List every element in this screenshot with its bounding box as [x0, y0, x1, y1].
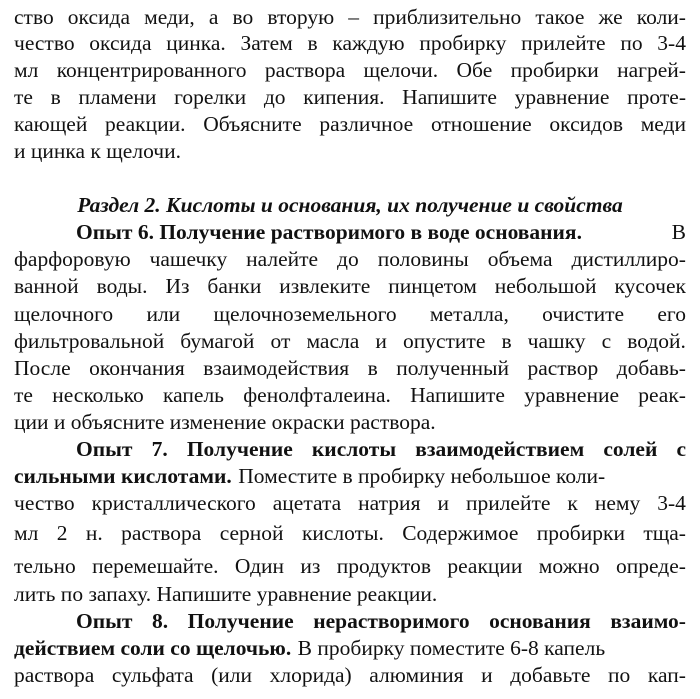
- experiment-7-title-part2: сильными кислотами.: [14, 464, 232, 488]
- text-line: [14, 662, 686, 688]
- word: Напишите: [402, 85, 497, 109]
- word: прилейте: [521, 31, 606, 55]
- text-line: [14, 246, 686, 272]
- word: до: [263, 85, 286, 109]
- word: цинка.: [166, 31, 226, 55]
- word: и: [375, 329, 387, 353]
- word: коли-: [636, 5, 686, 29]
- word: очистите: [542, 302, 625, 326]
- word: дистиллиро-: [571, 247, 686, 271]
- word: половины: [377, 247, 469, 271]
- word: в: [50, 85, 61, 109]
- word: взаимодействия: [203, 356, 350, 380]
- experiment-8-title-part1: [76, 608, 686, 634]
- word: чашку: [527, 329, 586, 353]
- word: меди: [640, 112, 686, 136]
- word: в: [501, 329, 512, 353]
- word: можно: [538, 554, 600, 578]
- word: Содержимое: [402, 521, 519, 545]
- line-text: [14, 30, 686, 56]
- word: щелочного: [14, 302, 114, 326]
- word: пробирку: [419, 31, 507, 55]
- word: Затем: [240, 31, 293, 55]
- word: кипения.: [303, 85, 385, 109]
- word: раствора: [14, 663, 95, 687]
- word: уравнение: [514, 85, 610, 109]
- word: бумагой: [180, 329, 255, 353]
- word: из: [300, 554, 321, 578]
- word: мл: [14, 521, 39, 545]
- word: взаимо-: [610, 609, 686, 633]
- word: нерастворимого: [313, 609, 470, 633]
- word: или: [146, 302, 181, 326]
- text-line: [14, 30, 686, 56]
- text-line: [14, 520, 686, 546]
- word: Получение: [187, 609, 294, 633]
- word: чество: [14, 31, 75, 55]
- word: его: [657, 302, 686, 326]
- word: горелки: [174, 85, 247, 109]
- word: оксидов: [549, 112, 623, 136]
- text-line: [14, 4, 686, 30]
- word: металла,: [429, 302, 509, 326]
- line-text: В: [671, 220, 686, 244]
- word: к: [567, 491, 578, 515]
- word: пробирки: [510, 58, 599, 82]
- line-text: и цинка к щелочи.: [14, 139, 181, 163]
- text-line: [14, 57, 686, 83]
- word: Один: [234, 554, 285, 578]
- word: фарфоровую: [14, 247, 131, 271]
- word: налейте: [246, 247, 319, 271]
- word: водой.: [627, 329, 686, 353]
- word: несколько: [52, 383, 144, 407]
- word: кап-: [647, 663, 686, 687]
- word: те: [14, 383, 33, 407]
- word: кающей: [14, 112, 88, 136]
- experiment-7-title-part1: [76, 436, 686, 462]
- text-line: [14, 409, 686, 435]
- word: ство: [14, 5, 54, 29]
- word: опустите: [402, 329, 486, 353]
- word: взаимодействием: [415, 437, 585, 461]
- word: 8.: [152, 609, 169, 633]
- word: тельно: [14, 554, 76, 578]
- word: а: [208, 5, 219, 29]
- word: 3-4: [657, 31, 686, 55]
- word: Опыт: [76, 609, 133, 633]
- line-text: [14, 57, 686, 83]
- word: серной: [219, 521, 284, 545]
- word: 3-4: [657, 491, 686, 515]
- word: вторую: [267, 5, 335, 29]
- word: алюминия: [369, 663, 464, 687]
- line-text: [14, 111, 686, 137]
- word: кусочек: [614, 274, 686, 298]
- word: пинцетом: [388, 274, 477, 298]
- word: добавьте: [510, 663, 591, 687]
- word: 7.: [151, 437, 168, 461]
- word: раствор: [527, 356, 599, 380]
- word: меди,: [144, 5, 195, 29]
- text-line: [14, 138, 686, 164]
- word: 2: [56, 521, 68, 545]
- text-line: [14, 301, 686, 327]
- word: окончания: [89, 356, 185, 380]
- experiment-7-title-line: [14, 436, 686, 462]
- text-line: [14, 382, 686, 408]
- word: реак-: [638, 383, 686, 407]
- word: чашечку: [149, 247, 228, 271]
- word: Обе: [456, 58, 493, 82]
- word: в: [367, 356, 378, 380]
- line-text: [14, 520, 686, 546]
- word: сульфата: [111, 663, 194, 687]
- line-text: В пробирку поместите 6-8 капель: [297, 636, 606, 660]
- word: и: [481, 663, 493, 687]
- line-text: [14, 490, 686, 516]
- word: пламени: [78, 85, 157, 109]
- word: Опыт: [76, 437, 133, 461]
- word: масла: [306, 329, 360, 353]
- word: фенолфталеина.: [243, 383, 391, 407]
- word: нему: [594, 491, 641, 515]
- line-text: ции и объясните изменение окраски раствора.: [14, 410, 436, 434]
- line-text: [14, 662, 686, 688]
- word: проте-: [627, 85, 686, 109]
- word: различное: [319, 112, 414, 136]
- word: щелочи.: [363, 58, 439, 82]
- word: раствора: [121, 521, 202, 545]
- word: оксида: [89, 31, 152, 55]
- word: с: [601, 329, 612, 353]
- word: щелочноземельного: [213, 302, 397, 326]
- word: в: [307, 31, 318, 55]
- word: нагрей-: [617, 58, 686, 82]
- word: извлеките: [279, 274, 371, 298]
- word: Получение: [186, 437, 293, 461]
- word: раствора: [264, 58, 346, 82]
- word: такое: [535, 5, 585, 29]
- line-text: [14, 553, 686, 579]
- line-text: [14, 382, 686, 408]
- word: объема: [487, 247, 553, 271]
- experiment-8-title-line2: [14, 635, 686, 661]
- text-line: [14, 84, 686, 110]
- word: чество: [14, 491, 75, 515]
- word: по: [620, 31, 643, 55]
- word: и: [437, 491, 449, 515]
- word: каждую: [332, 31, 405, 55]
- text-line: [14, 328, 686, 354]
- line-text: [14, 273, 686, 299]
- word: –: [348, 5, 359, 29]
- word: реакции: [447, 554, 523, 578]
- word: натрия: [358, 491, 421, 515]
- word: до: [337, 247, 359, 271]
- word: ванной: [14, 274, 79, 298]
- word: же: [598, 5, 623, 29]
- word: по: [608, 663, 631, 687]
- word: После: [14, 356, 71, 380]
- line-text: [14, 328, 686, 354]
- text-line: [14, 273, 686, 299]
- section-heading: [14, 192, 686, 218]
- word: солей: [603, 437, 658, 461]
- line-text: лить по запаху. Напишите уравнение реакции.: [14, 582, 438, 606]
- word: основания: [489, 609, 591, 633]
- word: Объясните: [203, 112, 302, 136]
- word: Напишите: [410, 383, 505, 407]
- word: ацетата: [272, 491, 342, 515]
- word: мл: [14, 58, 39, 82]
- line-text: [14, 4, 686, 30]
- line-text: Поместите в пробирку небольшое коли-: [238, 464, 606, 488]
- word: уравнение: [524, 383, 620, 407]
- section-heading-text: Раздел 2. Кислоты и основания, их получение и свойства: [77, 193, 623, 217]
- word: добавь-: [616, 356, 686, 380]
- experiment-6-title-line: [14, 219, 686, 245]
- line-text: [14, 355, 686, 381]
- word: с: [676, 437, 686, 461]
- line-text: [14, 84, 686, 110]
- experiment-6-title: Опыт 6. Получение растворимого в воде основания.: [76, 220, 582, 244]
- word: небольшой: [494, 274, 597, 298]
- word: те: [14, 85, 33, 109]
- word: кислоты: [311, 437, 397, 461]
- word: кислоты.: [301, 521, 384, 545]
- word: отношение: [430, 112, 532, 136]
- word: от: [270, 329, 291, 353]
- text-line: [14, 490, 686, 516]
- word: приблизительно: [373, 5, 522, 29]
- word: пробирки: [536, 521, 625, 545]
- line-text: [14, 246, 686, 272]
- word: прилейте: [465, 491, 551, 515]
- text-line: [14, 111, 686, 137]
- text-line: [14, 355, 686, 381]
- word: оксида: [67, 5, 130, 29]
- word: продуктов: [336, 554, 431, 578]
- word: (или: [211, 663, 253, 687]
- word: во: [232, 5, 254, 29]
- word: опреде-: [616, 554, 686, 578]
- word: концентрированного: [56, 58, 247, 82]
- word: кристаллического: [91, 491, 256, 515]
- word: капель: [163, 383, 224, 407]
- word: тща-: [643, 521, 686, 545]
- word: банки: [207, 274, 262, 298]
- text-line: [14, 553, 686, 579]
- word: фильтровальной: [14, 329, 165, 353]
- word: реакции.: [105, 112, 186, 136]
- line-text: [14, 301, 686, 327]
- text-line: [14, 581, 686, 607]
- word: воды.: [96, 274, 148, 298]
- word: н.: [85, 521, 103, 545]
- experiment-8-title-part2: действием соли со щелочью.: [14, 636, 292, 660]
- word: хлорида): [269, 663, 352, 687]
- word: полученный: [396, 356, 509, 380]
- word: Из: [165, 274, 190, 298]
- word: перемешайте.: [92, 554, 219, 578]
- experiment-8-title-line: [14, 608, 686, 634]
- experiment-7-title-line2: [14, 463, 686, 489]
